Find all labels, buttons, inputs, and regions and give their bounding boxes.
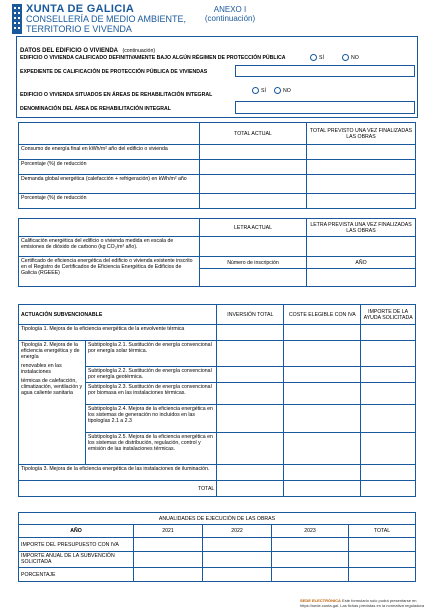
subtipologia-2-3-label: Subtipología 2.3. Sustitución de energía convencional por biomasa en las instalaciones térmicas. bbox=[86, 383, 217, 405]
energia-row-label: Porcentaje (%) de reducción bbox=[19, 160, 200, 175]
actuacion-input-cell[interactable] bbox=[284, 383, 361, 405]
xunta-logo-icon bbox=[12, 4, 22, 34]
energia-table bbox=[18, 122, 416, 209]
actuacion-input-cell[interactable] bbox=[284, 325, 361, 341]
tipologia-1-label: Tipología 1. Mejora de la eficiencia energética de la envolvente térmica bbox=[19, 325, 217, 341]
brand-line1: CONSELLERÍA DE MEDIO AMBIENTE, bbox=[26, 14, 187, 24]
energia-input-cell[interactable] bbox=[200, 175, 307, 194]
tipologia-2-line-c: térmicas de calefacción, climatización, ventilación y agua caliente sanitaria bbox=[21, 378, 83, 396]
denominacion-label: DENOMINACIÓN DEL ÁREA DE REHABILITACIÓN INTEGRAL bbox=[20, 106, 171, 112]
calif-input-cell[interactable] bbox=[200, 237, 307, 257]
brand-block bbox=[26, 4, 186, 34]
actuacion-input-cell[interactable] bbox=[361, 341, 416, 367]
numero-inscripcion-header: Número de inscripción bbox=[200, 257, 307, 269]
numero-inscripcion-field[interactable] bbox=[200, 269, 307, 287]
year-2021-header: 2021 bbox=[134, 525, 203, 538]
anualidades-anio-header: AÑO bbox=[19, 525, 134, 538]
energia-input-cell[interactable] bbox=[200, 145, 307, 160]
anualidad-input-cell[interactable] bbox=[349, 568, 416, 582]
actuacion-input-cell[interactable] bbox=[217, 341, 284, 367]
proteccion-no-option[interactable]: NO bbox=[342, 54, 359, 61]
actuacion-input-cell[interactable] bbox=[361, 367, 416, 383]
actuacion-input-cell[interactable] bbox=[361, 325, 416, 341]
rehabilitacion-no-option[interactable]: NO bbox=[274, 87, 291, 94]
actuacion-header: ACTUACIÓN SUBVENCIONABLE bbox=[19, 305, 217, 325]
porcentaje-label: PORCENTAJE bbox=[19, 568, 134, 582]
actuacion-input-cell[interactable] bbox=[284, 465, 361, 481]
anualidades-table bbox=[18, 512, 416, 582]
calif-empty-header bbox=[19, 219, 200, 237]
calif-col-actual: LETRA ACTUAL bbox=[200, 219, 307, 237]
actuacion-total-label: TOTAL bbox=[19, 481, 217, 497]
proteccion-si-option[interactable]: SÍ bbox=[310, 54, 324, 61]
actuacion-input-cell[interactable] bbox=[361, 405, 416, 433]
anualidades-title: ANUALIDADES DE EJECUCIÓN DE LAS OBRAS bbox=[19, 513, 416, 525]
rehabilitacion-si-radio[interactable] bbox=[252, 87, 259, 94]
anualidad-input-cell[interactable] bbox=[272, 552, 349, 568]
actuacion-input-cell[interactable] bbox=[217, 325, 284, 341]
actuacion-input-cell[interactable] bbox=[217, 465, 284, 481]
energia-input-cell[interactable] bbox=[307, 175, 416, 194]
calif-col-prevista: LETRA PREVISTA UNA VEZ FINALIZADAS LAS OBRAS bbox=[307, 219, 416, 237]
tipologia-2-line-a: Tipología 2. Mejora de la eficiencia energética y de energía bbox=[21, 342, 80, 360]
sede-electronica-label: SEDE ELECTRÓNICA bbox=[300, 598, 341, 603]
proteccion-no-radio[interactable] bbox=[342, 54, 349, 61]
proteccion-question: EDIFICIO O VIVIENDA CALIFICADO DEFINITIVAMENTE BAJO ALGÚN RÉGIMEN DE PROTECCIÓN PÚBLICA bbox=[20, 55, 286, 61]
presupuesto-label: IMPORTE DEL PRESUPUESTO CON IVA bbox=[19, 538, 134, 552]
actuacion-input-cell[interactable] bbox=[217, 433, 284, 465]
anio-field[interactable] bbox=[307, 269, 416, 287]
subtipologia-2-4-label: Subtipología 2.4. Mejora de la eficiencia energética en los sistemas de generación no incluidos en las tipologías 2.1 a 2.3 bbox=[86, 405, 217, 433]
anualidad-input-cell[interactable] bbox=[272, 568, 349, 582]
actuacion-total-cell[interactable] bbox=[217, 481, 284, 497]
energia-input-cell[interactable] bbox=[307, 160, 416, 175]
anualidad-input-cell[interactable] bbox=[203, 538, 272, 552]
energia-input-cell[interactable] bbox=[307, 194, 416, 209]
denominacion-field[interactable] bbox=[235, 101, 415, 114]
energia-input-cell[interactable] bbox=[200, 160, 307, 175]
year-2023-header: 2023 bbox=[272, 525, 349, 538]
calif-row-label: Calificación energética del edificio o vivienda medida en escala de emisiones de dióxido de carbono (kg CO₂/m² año). bbox=[19, 237, 200, 257]
subtipologia-2-5-label: Subtipología 2.5. Mejora de la eficiencia energética en los sistemas de distribución, regulación, control y emisión de las instalaciones térmicas. bbox=[86, 433, 217, 465]
energia-col-previsto: TOTAL PREVISTO UNA VEZ FINALIZADAS LAS OBRAS bbox=[307, 123, 416, 145]
tipologia-2-line-b: renovables en las instalaciones bbox=[21, 363, 62, 375]
actuacion-input-cell[interactable] bbox=[284, 367, 361, 383]
energia-input-cell[interactable] bbox=[307, 145, 416, 160]
brand-line2: TERRITORIO E VIVENDA bbox=[26, 24, 132, 34]
actuacion-input-cell[interactable] bbox=[217, 383, 284, 405]
proteccion-si-radio[interactable] bbox=[310, 54, 317, 61]
anexo-heading bbox=[190, 5, 270, 23]
subvencion-label: IMPORTE ANUAL DE LA SUBVENCIÓN SOLICITADA bbox=[19, 552, 134, 568]
calif-input-cell[interactable] bbox=[307, 237, 416, 257]
actuacion-input-cell[interactable] bbox=[361, 383, 416, 405]
actuacion-input-cell[interactable] bbox=[284, 433, 361, 465]
expediente-field[interactable] bbox=[235, 65, 415, 77]
rehabilitacion-si-option[interactable]: SÍ bbox=[252, 87, 266, 94]
anualidad-input-cell[interactable] bbox=[203, 552, 272, 568]
year-2022-header: 2022 bbox=[203, 525, 272, 538]
energia-row-label: Consumo de energía final en kWh/m² año del edificio o vivienda bbox=[19, 145, 200, 160]
anualidad-input-cell[interactable] bbox=[134, 538, 203, 552]
actuacion-input-cell[interactable] bbox=[217, 367, 284, 383]
anualidad-input-cell[interactable] bbox=[349, 552, 416, 568]
expediente-label: EXPEDIENTE DE CALIFICACIÓN DE PROTECCIÓN PÚBLICA DE VIVIENDAS bbox=[20, 69, 208, 75]
anualidad-input-cell[interactable] bbox=[134, 552, 203, 568]
actuacion-total-cell[interactable] bbox=[284, 481, 361, 497]
anexo-title: ANEXO I bbox=[213, 5, 247, 14]
actuacion-input-cell[interactable] bbox=[284, 341, 361, 367]
actuacion-table bbox=[18, 304, 416, 497]
rehabilitacion-no-radio[interactable] bbox=[274, 87, 281, 94]
subtipologia-2-1-label: Subtipología 2.1. Sustitución de energía convencional por energía solar térmica. bbox=[86, 341, 217, 367]
energia-empty-header bbox=[19, 123, 200, 145]
actuacion-total-cell[interactable] bbox=[361, 481, 416, 497]
footer-note bbox=[300, 598, 430, 608]
inversion-header: INVERSIÓN TOTAL bbox=[217, 305, 284, 325]
energia-row-label: Demanda global energética (calefacción + refrigeración) en kWh/m² año bbox=[19, 175, 200, 194]
anualidad-input-cell[interactable] bbox=[134, 568, 203, 582]
certificado-label: Certificado de eficiencia energética del edificio o vivienda existente inscrito en el Registro de Certificados de Eficiencia Energética de Edificios de Galicia (RGEEE) bbox=[19, 257, 200, 287]
brand-title: XUNTA DE GALICIA bbox=[26, 3, 135, 15]
anio-header: AÑO bbox=[307, 257, 416, 269]
actuacion-input-cell[interactable] bbox=[361, 465, 416, 481]
energia-row-label: Porcentaje (%) de reducción bbox=[19, 194, 200, 209]
calificacion-table bbox=[18, 218, 416, 287]
anualidad-input-cell[interactable] bbox=[349, 538, 416, 552]
energia-input-cell[interactable] bbox=[200, 194, 307, 209]
rehabilitacion-question: EDIFICIO O VIVIENDA SITUADOS EN ÁREAS DE REHABILITACIÓN INTEGRAL bbox=[20, 92, 213, 98]
anexo-continuacion: (continuación) bbox=[204, 14, 256, 23]
subtipologia-2-2-label: Subtipología 2.2. Sustitución de energía convencional por energía geotérmica. bbox=[86, 367, 217, 383]
coste-header: COSTE ELEGIBLE CON IVA bbox=[284, 305, 361, 325]
ayuda-header: IMPORTE DE LA AYUDA SOLICITADA bbox=[361, 305, 416, 325]
anualidad-input-cell[interactable] bbox=[272, 538, 349, 552]
anualidad-input-cell[interactable] bbox=[203, 568, 272, 582]
actuacion-input-cell[interactable] bbox=[217, 405, 284, 433]
footer-text: Este formulario solo podrá presentarse en https://sede.xunta.gal. Las fichas previstas en la normativa reguladora bbox=[300, 598, 425, 608]
tipologia-3-label: Tipología 3. Mejora de la eficiencia energética de las instalaciones de iluminación. bbox=[19, 465, 217, 481]
actuacion-input-cell[interactable] bbox=[284, 405, 361, 433]
energia-col-actual: TOTAL ACTUAL bbox=[200, 123, 307, 145]
datos-title: DATOS DEL EDIFICIO O VIVIENDA (continuación) bbox=[20, 48, 156, 54]
actuacion-input-cell[interactable] bbox=[361, 433, 416, 465]
anualidades-total-header: TOTAL bbox=[349, 525, 416, 538]
tipologia-2-label bbox=[19, 341, 86, 465]
